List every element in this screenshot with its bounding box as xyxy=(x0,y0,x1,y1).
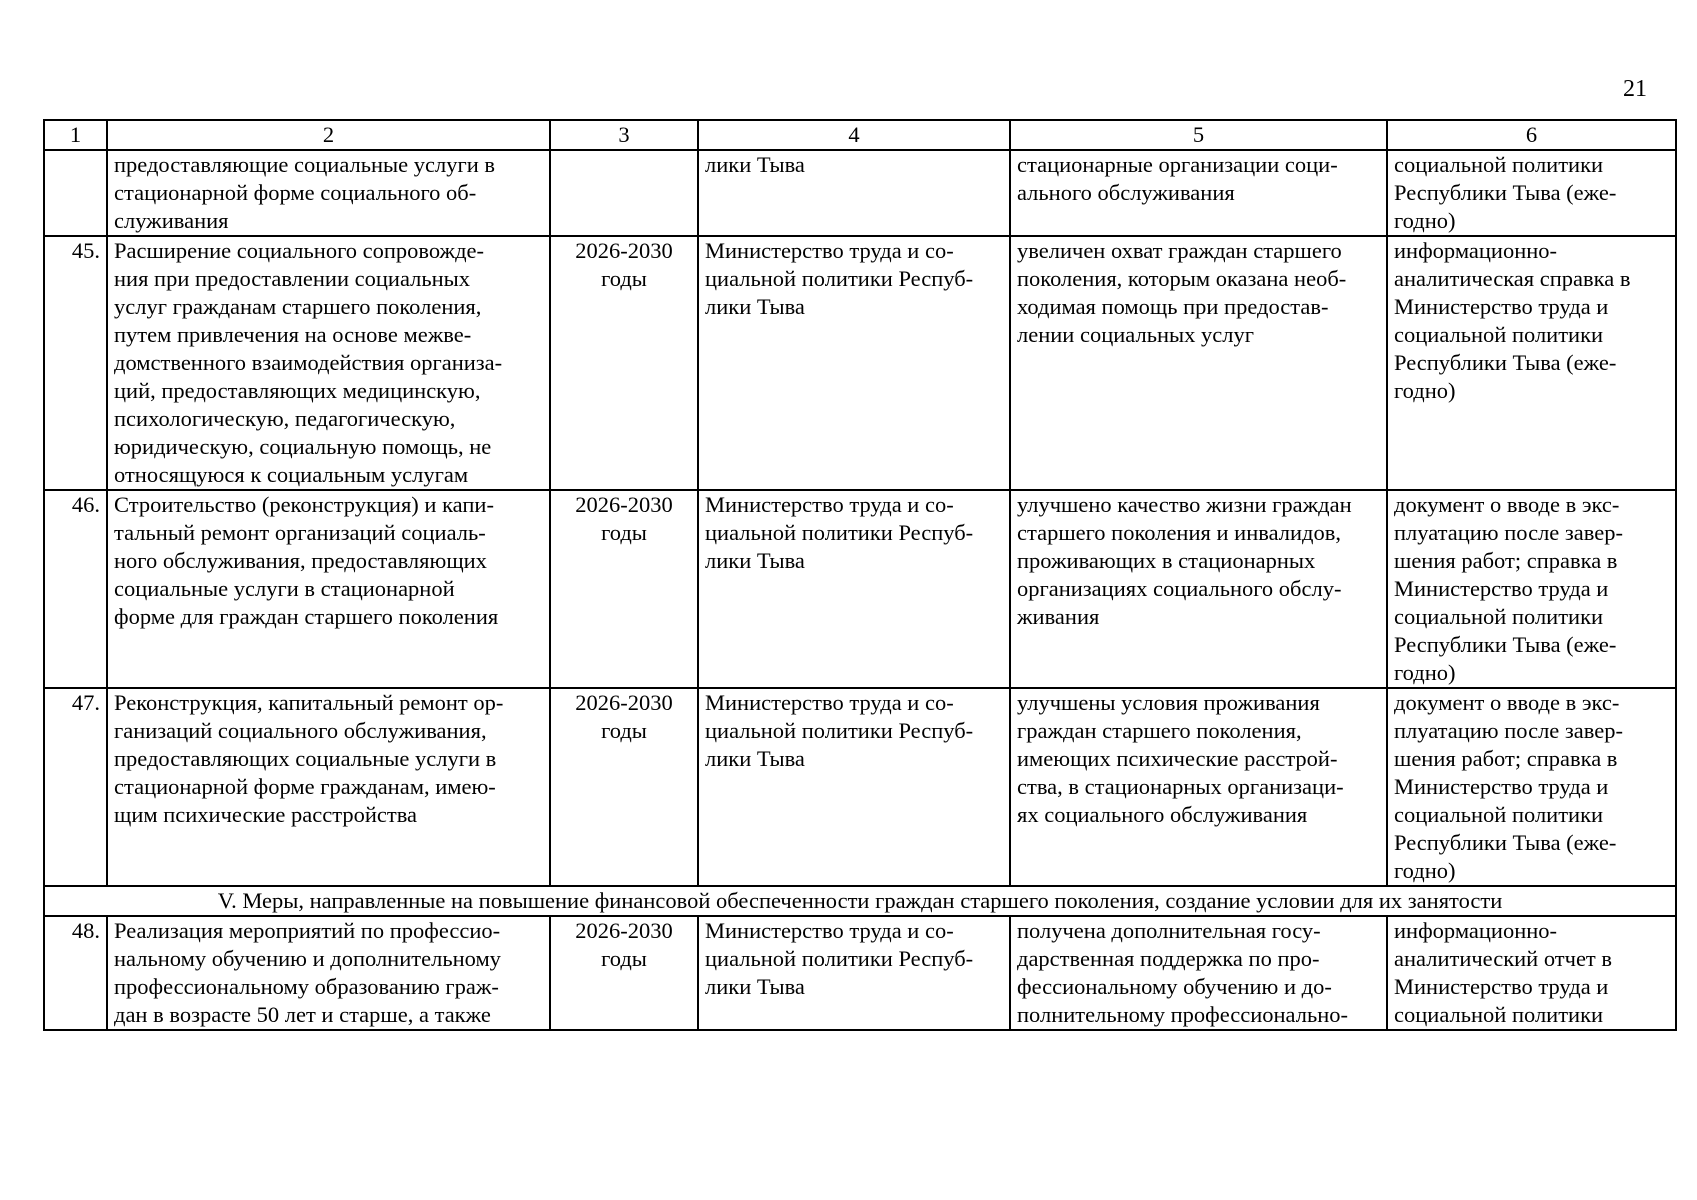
section-header-row xyxy=(44,886,1676,916)
section-title: V. Меры, направленные на повышение финансовой обеспеченности граждан старшего поколения, создание условии для их занятости xyxy=(44,886,1676,916)
report-cell: информационно- аналитическая справка в Министерство труда и социальной политики Республики Тыва (еже- годно) xyxy=(1387,236,1676,490)
column-number-4: 4 xyxy=(698,120,1010,150)
result-cell: стационарные организации соци- ального обслуживания xyxy=(1010,150,1387,236)
result-cell: получена дополнительная госу- дарственная поддержка по про- фессиональному обучению и до- полнительному профессионально- xyxy=(1010,916,1387,1030)
row-number: 45. xyxy=(44,236,107,490)
table-row-48 xyxy=(44,916,1676,1030)
row-number xyxy=(44,150,107,236)
measure-cell: Реконструкция, капитальный ремонт ор- ганизаций социального обслуживания, предоставляющих социальные услуги в стационарной форме гражданам, имею- щим психические расстройства xyxy=(107,688,550,886)
column-number-3: 3 xyxy=(550,120,698,150)
column-number-5: 5 xyxy=(1010,120,1387,150)
measures-table xyxy=(43,119,1677,1031)
period-cell: 2026-2030 годы xyxy=(550,490,698,688)
period-cell: 2026-2030 годы xyxy=(550,916,698,1030)
row-number: 46. xyxy=(44,490,107,688)
period-cell: 2026-2030 годы xyxy=(550,236,698,490)
result-cell: увеличен охват граждан старшего поколения, которым оказана необ- ходимая помощь при предостав- лении социальных услуг xyxy=(1010,236,1387,490)
responsible-cell: Министерство труда и со- циальной политики Респуб- лики Тыва xyxy=(698,490,1010,688)
responsible-cell: лики Тыва xyxy=(698,150,1010,236)
row-number: 47. xyxy=(44,688,107,886)
result-cell: улучшены условия проживания граждан старшего поколения, имеющих психические расстрой- ства, в стационарных организаци- ях социального обслуживания xyxy=(1010,688,1387,886)
table-row-45 xyxy=(44,236,1676,490)
table-row-47 xyxy=(44,688,1676,886)
column-number-2: 2 xyxy=(107,120,550,150)
table-row-continuation xyxy=(44,150,1676,236)
table-header-row xyxy=(44,120,1676,150)
report-cell: документ о вводе в экс- плуатацию после завер- шения работ; справка в Министерство труда и социальной политики Республики Тыва (еже- годно) xyxy=(1387,490,1676,688)
period-cell: 2026-2030 годы xyxy=(550,688,698,886)
column-number-6: 6 xyxy=(1387,120,1676,150)
measure-cell: Реализация мероприятий по профессио- нальному обучению и дополнительному профессиональному образованию граж- дан в возрасте 50 лет и старше, а также xyxy=(107,916,550,1030)
page-number: 21 xyxy=(1623,76,1647,102)
measure-cell: Расширение социального сопровожде- ния при предоставлении социальных услуг гражданам старшего поколения, путем привлечения на основе межве- домственного взаимодействия организа- ций, предоставляющих медицинскую, психологическую, педагогическую, юридическую, социальную помощь, не относящуюся к социальным услугам xyxy=(107,236,550,490)
responsible-cell: Министерство труда и со- циальной политики Респуб- лики Тыва xyxy=(698,236,1010,490)
report-cell: социальной политики Республики Тыва (еже- годно) xyxy=(1387,150,1676,236)
report-cell: документ о вводе в экс- плуатацию после завер- шения работ; справка в Министерство труда и социальной политики Республики Тыва (еже- годно) xyxy=(1387,688,1676,886)
measure-cell: предоставляющие социальные услуги в стационарной форме социального об- служивания xyxy=(107,150,550,236)
responsible-cell: Министерство труда и со- циальной политики Респуб- лики Тыва xyxy=(698,688,1010,886)
row-number: 48. xyxy=(44,916,107,1030)
responsible-cell: Министерство труда и со- циальной политики Респуб- лики Тыва xyxy=(698,916,1010,1030)
period-cell xyxy=(550,150,698,236)
report-cell: информационно- аналитический отчет в Министерство труда и социальной политики xyxy=(1387,916,1676,1030)
column-number-1: 1 xyxy=(44,120,107,150)
result-cell: улучшено качество жизни граждан старшего поколения и инвалидов, проживающих в стационарных организациях социального обслу- живания xyxy=(1010,490,1387,688)
measure-cell: Строительство (реконструкция) и капи- тальный ремонт организаций социаль- ного обслуживания, предоставляющих социальные услуги в стационарной форме для граждан старшего поколения xyxy=(107,490,550,688)
table-row-46 xyxy=(44,490,1676,688)
